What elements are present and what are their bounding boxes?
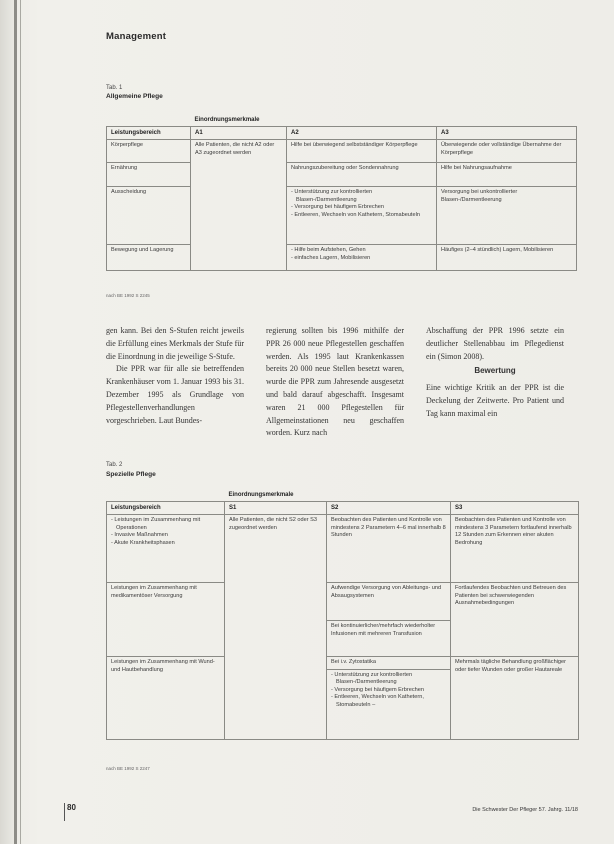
paragraph: regierung sollten bis 1996 mithilfe der PPR 26 000 neue Pflegestellen geschaffen werden. Als 1995 laut Krankenkassen bereits 20 000 neue Stellen besetzt waren, wurde die PPR zum Jahresende ausgesetzt und bald darauf abgeschafft. Insgesamt waren 21 000 Pflegestellen für Allgemeinstationen neu geschaffen worden. Kurz nach: [266, 326, 404, 438]
section-heading: Bewertung: [474, 366, 516, 376]
table2-s2-line: - Unterstützung zur kontrollierten Blasen-/Darmentleerung: [331, 671, 413, 686]
table1-source: nach BE 1992 S 2245: [106, 293, 150, 298]
table2-area-cell: [107, 515, 225, 583]
table1-col-a1: A1: [191, 127, 287, 140]
journal-footer: Die Schwester Der Pfleger 57. Jahrg. 11/18: [472, 807, 578, 813]
table1-a2-line: Nahrungszubereitung oder Sondennahrung: [291, 165, 399, 172]
text-column-1: [106, 325, 244, 427]
section-header: Management: [106, 31, 167, 42]
table1-area: Körperpflege: [107, 140, 191, 163]
table1-a2-cell: [287, 245, 437, 271]
binding-edge-line: [20, 0, 21, 844]
text-column-2: [266, 325, 404, 440]
footer-rule: [64, 803, 65, 821]
table1-a2-line: - Unterstützung zur kontrollierten Blasen-/Darmentleerung: [291, 189, 373, 203]
table2-area-cell: Leistungen im Zusammenhang mit medikamentöser Versorgung: [107, 583, 225, 657]
table1-a2-line: - Hilfe beim Aufstehen, Gehen: [291, 247, 366, 254]
table1-a2-line: - Versorgung bei häufigem Erbrechen: [291, 204, 384, 211]
table2-area-line: - Leistungen im Zusammenhang mit Operationen: [111, 517, 201, 531]
table2-s2-line: - Versorgung bei häufigem Erbrechen: [331, 686, 424, 693]
table1-area: Bewegung und Lagerung: [107, 245, 191, 271]
paragraph: Die PPR war für alle sie betreffenden Krankenhäuser vom 1. Januar 1993 bis 31. Dezember 1995 als Grundlage von Pflegestellenverhandlungen vorgeschrieben. Laut Bundes-: [106, 364, 244, 425]
table1-a2-line: Hilfe bei überwiegend selbstständiger Körperpflege: [291, 142, 418, 149]
table1-area: Ausscheidung: [107, 187, 191, 245]
paragraph: Eine wichtige Kritik an der PPR ist die Deckelung der Zeitwerte. Pro Patient und Tag kann maximal ein: [426, 383, 564, 418]
table1-a3-cell: Hilfe bei Nahrungsaufnahme: [437, 163, 577, 187]
text-column-3: [426, 325, 564, 421]
paragraph: Abschaffung der PPR 1996 setzte ein deutlicher Stellenabbau im Pflegedienst ein (Simon 2008).: [426, 326, 564, 361]
table2-s2-cell: Bei i.v. Zytostatika: [327, 657, 451, 670]
table2-s3-cell: Fortlaufendes Beobachten und Betreuen des Patienten bei schwerwiegenden Ausnahmebedingungen: [451, 583, 579, 657]
table1-a1-text: Alle Patienten, die nicht A2 oder A3 zugeordnet werden: [191, 140, 287, 271]
table2-area-line: - Invasive Maßnahmen: [111, 532, 168, 539]
table2-s2-line: - Entleeren, Wechseln von Kathetern, Stomabeuteln –: [331, 694, 424, 708]
table1-a2-cell: [287, 140, 437, 163]
table2-title: Spezielle Pflege: [106, 471, 156, 478]
table1-a2-cell: [287, 163, 437, 187]
table1-label: Tab. 1: [106, 85, 123, 91]
table1-a2-line: - einfaches Lagern, Mobilisieren: [291, 254, 371, 261]
table1-area: Ernährung: [107, 163, 191, 187]
table1-title: Allgemeine Pflege: [106, 93, 163, 100]
table2-col-s1: S1: [225, 502, 327, 515]
table2: [106, 489, 579, 740]
table2-col-s2: S2: [327, 502, 451, 515]
table2-s2-cell: Beobachten des Patienten und Kontrolle von mindestens 2 Parametern 4–6 mal innerhalb 8 Stunden: [327, 515, 451, 583]
binding-edge: [14, 0, 17, 844]
table2-s1-text: Alle Patienten, die nicht S2 oder S3 zugeordnet werden: [225, 515, 327, 740]
article-body: [106, 325, 572, 439]
table2-label: Tab. 2: [106, 462, 123, 468]
table2-group-header: Einordnungsmerkmale: [225, 489, 579, 502]
table1-col-a2: A2: [287, 127, 437, 140]
paragraph: gen kann. Bei den S-Stufen reicht jeweils die Erfüllung eines Merkmals der Stufe für die Einordnung in die jeweilige S-Stufe.: [106, 326, 244, 361]
table1-a3-cell: Häufiges (2–4 stündlich) Lagern, Mobilisieren: [437, 245, 577, 271]
table2-area-line: - Akute Krankheitsphasen: [111, 539, 175, 546]
table2-s3-cell: Beobachten des Patienten und Kontrolle von mindestens 3 Parametern fortlaufend innerhalb 12 Stunden zum Erkennen einer akuten Bedrohung: [451, 515, 579, 583]
table2-s3-cell: Mehrmals tägliche Behandlung großflächiger oder tiefer Wunden oder großer Hautareale: [451, 657, 579, 740]
table2-s2-cell: Bei kontinuierlicher/mehrfach wiederholter Infusionen mit mehreren Transfusion: [327, 621, 451, 657]
page-number: 80: [67, 803, 76, 812]
table1-a2-cell: [287, 187, 437, 245]
table1-group-header: Einordnungsmerkmale: [191, 114, 577, 127]
table1-col-area: Leistungsbereich: [107, 127, 191, 140]
table1-a3-cell: Überwiegende oder vollständige Übernahme der Körperpflege: [437, 140, 577, 163]
table2-source: nach BE 1992 S 2247: [106, 766, 150, 771]
table2-s2-cell: [327, 669, 451, 739]
table2-area-cell: Leistungen im Zusammenhang mit Wund- und Hautbehandlung: [107, 657, 225, 740]
table1: [106, 114, 577, 271]
table1-col-a3: A3: [437, 127, 577, 140]
table2-col-s3: S3: [451, 502, 579, 515]
table1-a2-line: - Entleeren, Wechseln von Kathetern, Stomabeuteln: [291, 211, 420, 218]
table1-a3-cell: Versorgung bei unkontrollierter Blasen-/Darmentleerung: [437, 187, 577, 245]
table2-col-area: Leistungsbereich: [107, 502, 225, 515]
table2-s2-cell: Aufwendige Versorgung von Ableitungs- und Absaugsystemen: [327, 583, 451, 621]
